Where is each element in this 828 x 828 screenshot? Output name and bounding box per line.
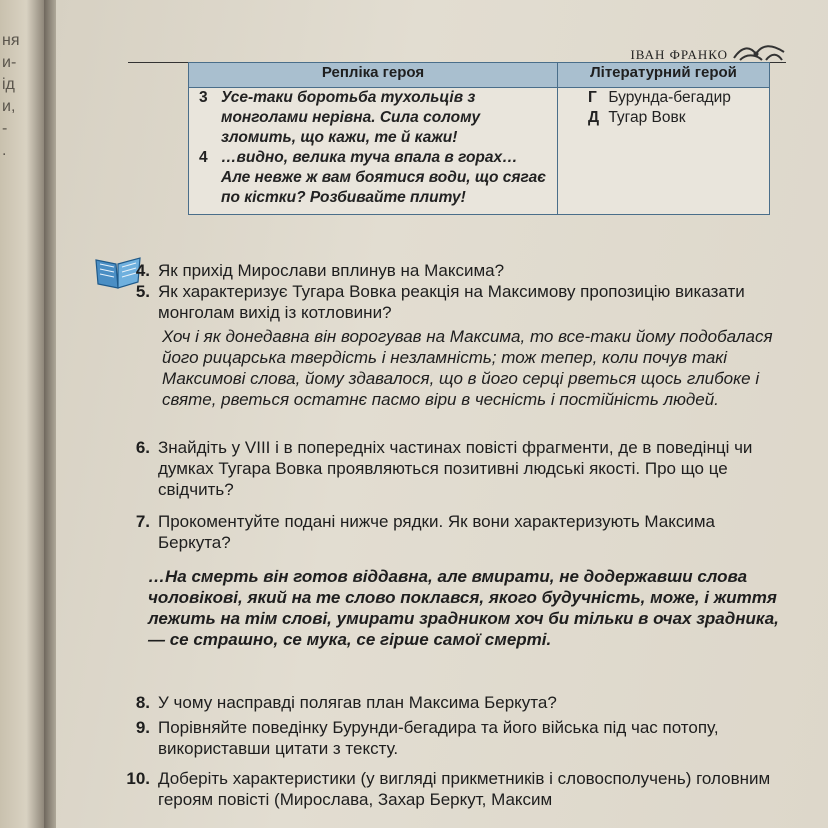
question-9 (110, 717, 800, 759)
ornament-icon (732, 42, 786, 64)
left-page-text (2, 30, 32, 162)
hero-letter: Д (588, 109, 600, 126)
left-fragment: . (2, 142, 7, 159)
replica-table (188, 62, 770, 215)
replica-number: 4 (199, 149, 208, 166)
quote-question-5: Хоч і як донедавна він ворогував на Максима, то все-таки йому подобалася його рицарська твердість і незламність; тож тепер, коли почув такі Максимові слова, йому здавалося, що в його серці рветься щось глибоке і святе, рветься остатнє пасмо віри в чесність і постійність людей. (162, 327, 773, 409)
question-text: Знайдіть у VIII і в попередніх частинах повісті фрагменти, де в поведінці чи думках Тугара Вовка проявляються позитивні людські якості. Про що це свідчить? (158, 438, 753, 499)
table-header-hero: Літературний герой (558, 63, 770, 88)
left-fragment: и- (2, 54, 17, 71)
hero-cell (558, 88, 770, 215)
question-number: 6. (135, 438, 150, 457)
question-5 (110, 281, 800, 323)
question-6 (110, 437, 800, 500)
question-number: 4. (135, 261, 150, 280)
hero-letter: Г (588, 89, 597, 106)
author-name: ІВАН ФРАНКО (630, 47, 728, 62)
left-fragment: - (2, 120, 8, 137)
question-number: 7. (135, 512, 150, 531)
question-10 (110, 768, 800, 810)
replica-text: …видно, велика туча впала в горах… Але невже ж вам боятися води, що сягає по кістки? Розбивайте плиту! (221, 149, 546, 206)
replica-cell (189, 88, 558, 215)
question-text: Як характеризує Тугара Вовка реакція на Максимову пропозицію виказати монголам вихід із котловини? (158, 282, 745, 322)
left-fragment: ня (2, 32, 20, 49)
running-head (128, 46, 786, 63)
replica-item (199, 148, 551, 208)
question-4 (110, 260, 800, 281)
hero-name: Бурунда-бегадир (608, 89, 731, 106)
question-8 (110, 692, 800, 713)
left-page-edge (0, 0, 44, 828)
table-header-replica: Репліка героя (189, 63, 558, 88)
question-text: Прокоментуйте подані нижче рядки. Як вони характеризують Максима Беркута? (158, 512, 715, 552)
question-number: 5. (135, 282, 150, 301)
replica-number: 3 (199, 89, 208, 106)
question-number: 9. (135, 718, 150, 737)
replica-text: Усе-таки боротьба тухольців з монголами нерівна. Сила солому зломить, що кажи, те й кажи! (221, 89, 481, 146)
hero-item (588, 108, 763, 128)
replica-item (199, 88, 551, 148)
hero-item (588, 88, 763, 108)
left-fragment: ід (2, 76, 15, 93)
quote-question-7: …На смерть він готов віддавна, але вмирати, не додержавши слова чоловікові, який на те слово поклався, якого будучність, може, і життя лежить на тім слові, умирати зрадником хоч би тільки в очах зрадника, — се страшно, се мука, се гірше самої смерті. (148, 567, 779, 649)
question-number: 8. (135, 693, 150, 712)
question-7 (110, 511, 800, 553)
question-text: У чому насправді полягав план Максима Беркута? (158, 693, 557, 712)
question-text: Як прихід Мирослави вплинув на Максима? (158, 261, 505, 280)
question-text: Порівняйте поведінку Бурунди-бегадира та його війська під час потопу, використавши цитати з тексту. (158, 718, 719, 758)
question-number: 10. (126, 769, 150, 788)
question-text: Доберіть характеристики (у вигляді прикметників і словосполучень) головним героям повісті (Мирослава, Захар Беркут, Максим (158, 769, 771, 809)
left-fragment: и, (2, 98, 16, 115)
hero-name: Тугар Вовк (608, 109, 686, 126)
